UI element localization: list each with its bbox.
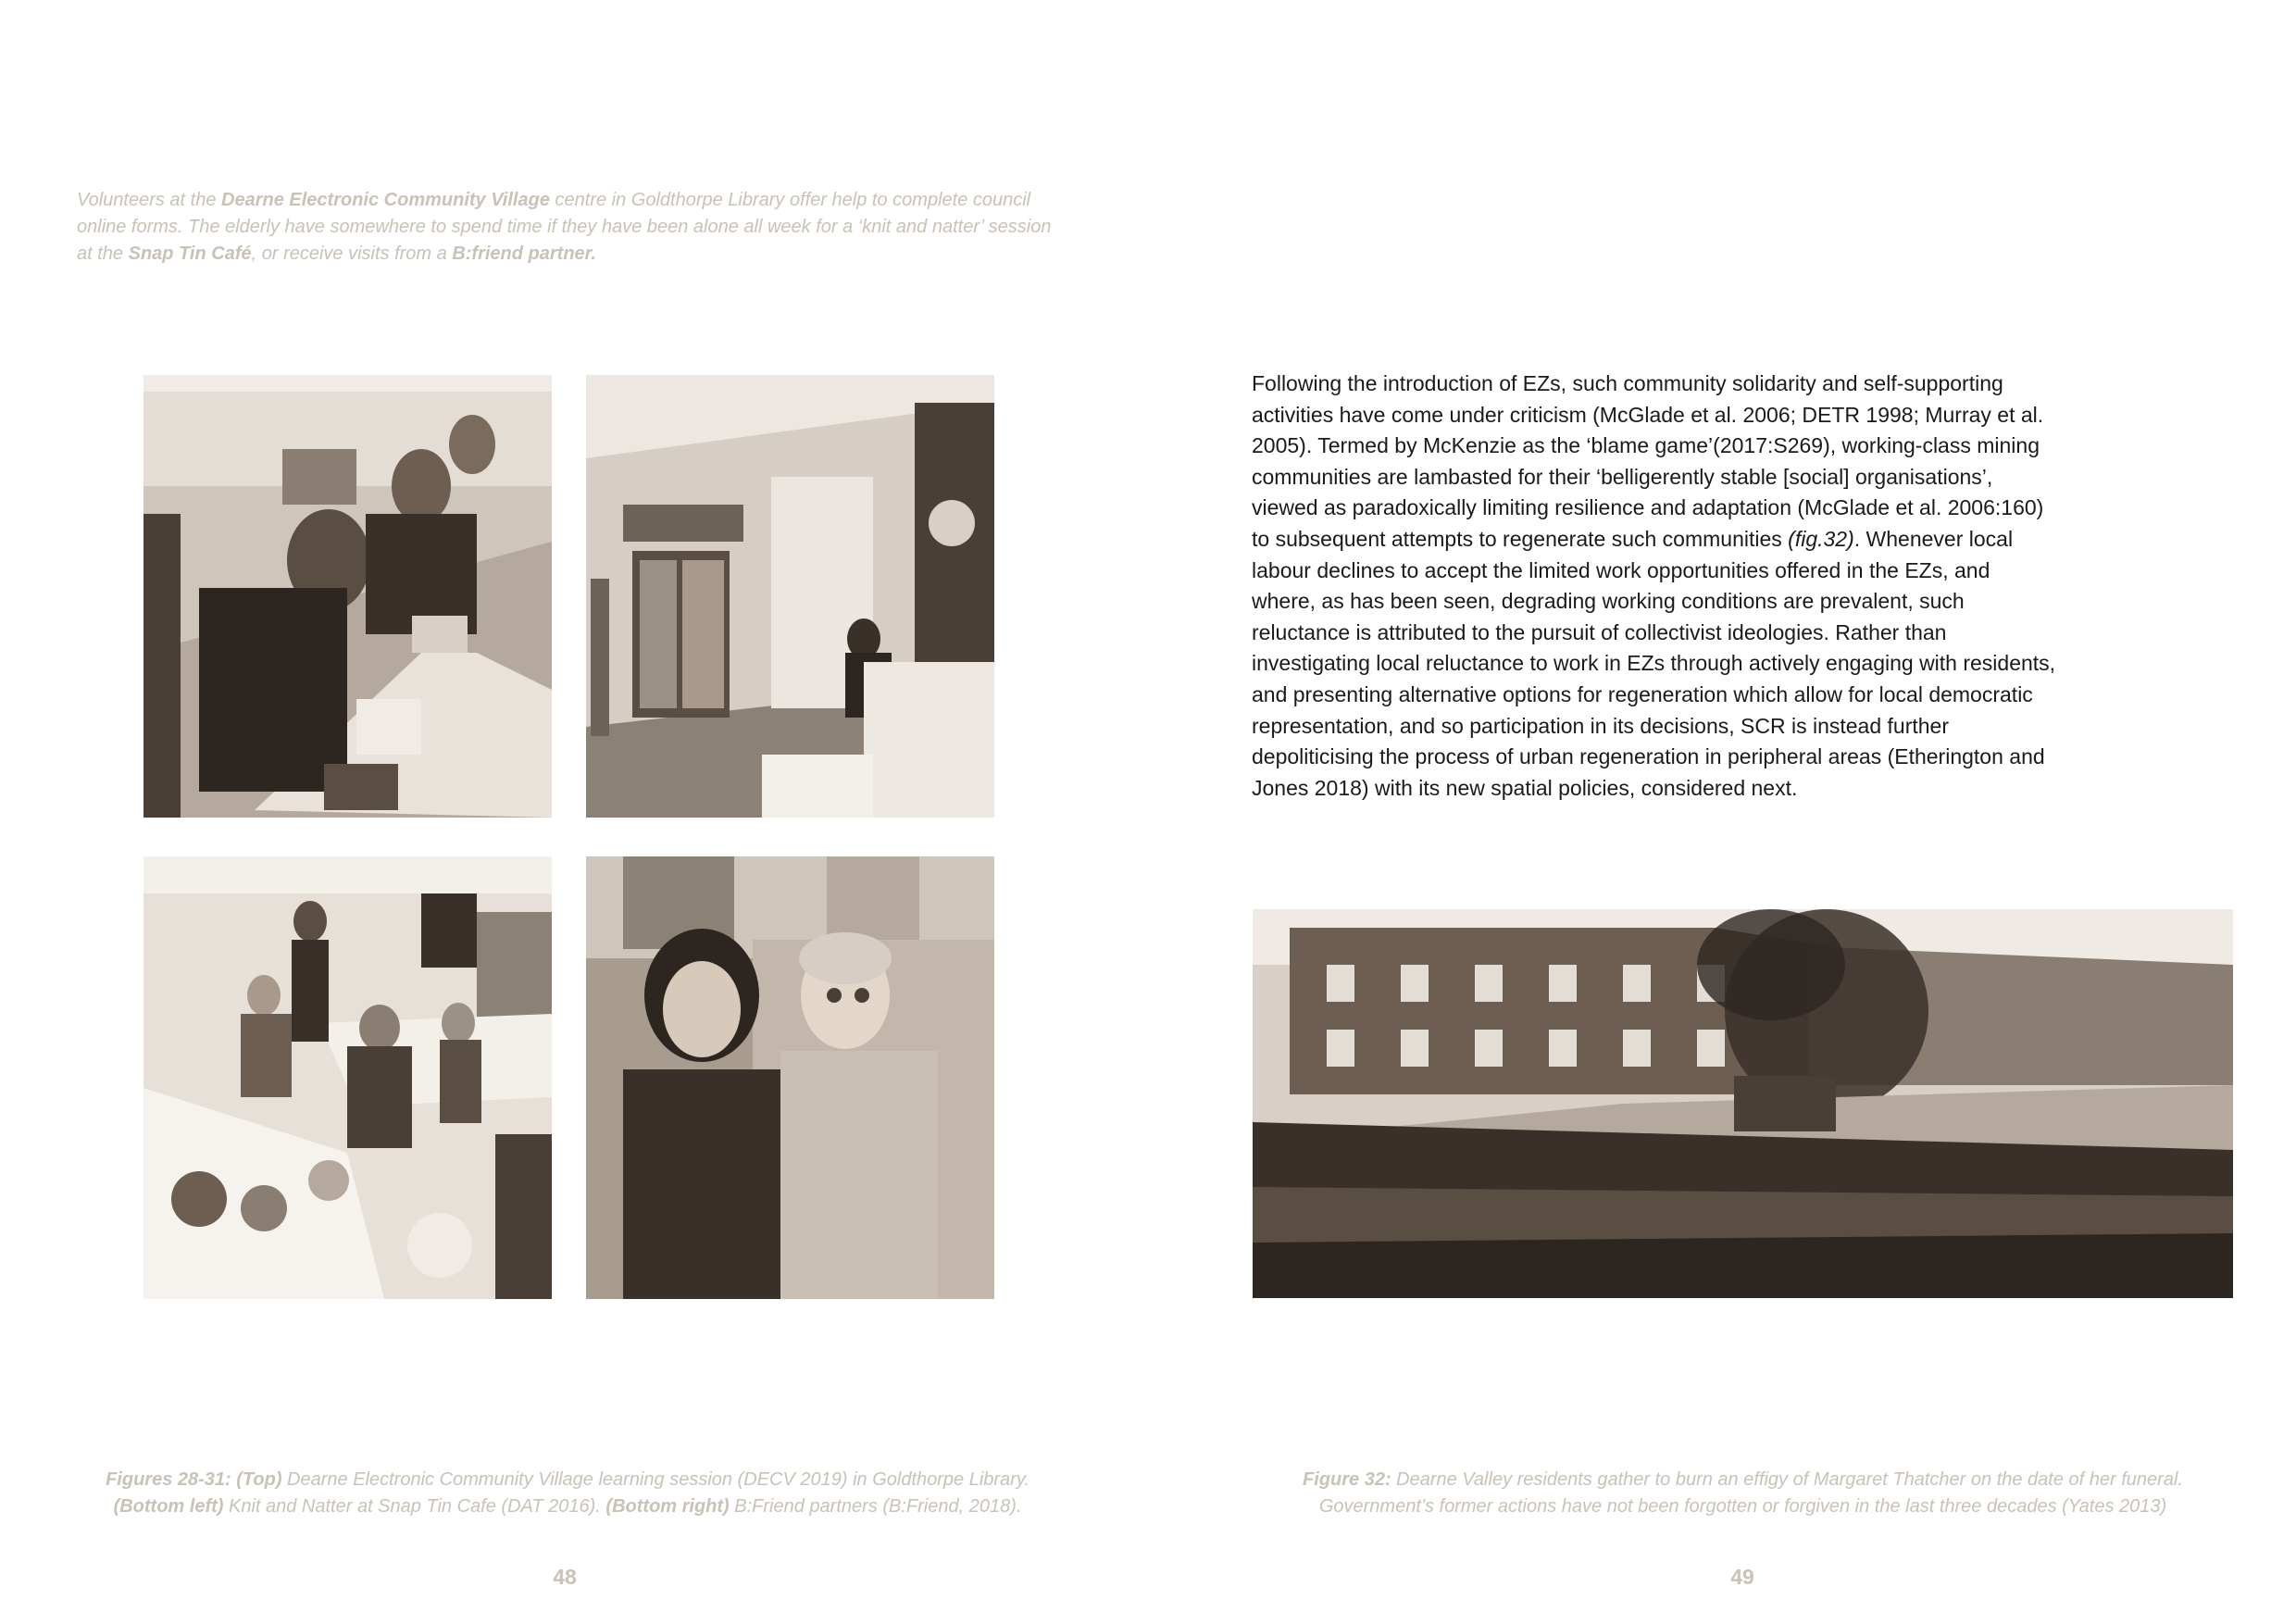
intro-caption-bold: B:friend partner. [452,244,596,264]
body-text: . Whenever local labour declines to accept the limited work opportunities offered in the EZs, and where, as has been seen, degrading working conditions are prevalent, such reluctance is attributed to the pursuit of collectivist ideologies. Rather than investigating local reluctance to work in EZs through actively engaging with residents, and presenting alternative options for regeneration which allow for local democratic representation, and so participation in its decisions, SCR is instead further depoliticising the process of urban regeneration in peripheral areas (Etherington and Jones 2018) with its new spatial policies, considered next. [1252,526,2056,800]
caption-label: Figures 28-31: (Top) [106,1469,282,1490]
photo-effigy-crowd [1253,909,2233,1298]
caption-text: Knit and Natter at Snap Tin Cafe (DAT 2016). [223,1496,606,1517]
body-text: Following the introduction of EZs, such community solidarity and self-supporting activities have come under criticism (McGlade et al. 2006; DETR 1998; Murray et al. 2005). Termed by McKenzie as the ‘blame game’(2017:S269), working-class mining communities are lambasted for their ‘belligerently stable [social] organisations’, viewed as paradoxically limiting resilience and adaptation (McGlade et al. 2006:160) to subsequent attempts to regenerate such communities [1252,371,2044,551]
page-number-right: 49 [1730,1565,1754,1589]
caption-label: (Bottom left) [113,1496,224,1517]
caption-label: (Bottom right) [605,1496,730,1517]
photo-learning-session [144,375,552,818]
caption-text: Government’s former actions have not been forgotten or forgiven in the last three decades (Yates 2013) [1318,1496,2167,1517]
intro-caption [77,187,1058,268]
photo-knit-and-natter [144,856,552,1299]
figures-28-31-caption [77,1467,1058,1520]
intro-caption-text: , or receive visits from a [251,244,453,264]
figure-reference: (fig.32) [1788,526,1854,551]
photo-goldthorpe-library [586,375,994,818]
caption-text: Dearne Electronic Community Village learning session (DECV 2019) in Goldthorpe Library. [281,1469,1029,1490]
page-number-left: 48 [553,1565,577,1589]
figure-32-caption [1253,1467,2233,1520]
photo-bfriend-partners [586,856,994,1299]
intro-caption-text: Volunteers at the [77,190,222,210]
intro-caption-text: centre in Goldthorpe Library offer help to complete council online forms. The elderly have somewhere to spend time if they have been alone all week for a ‘knit and natter’ session at the [77,190,1052,264]
intro-caption-bold: Dearne Electronic Community Village [221,190,550,210]
intro-caption-bold: Snap Tin Café [128,244,252,264]
caption-text: Dearne Valley residents gather to burn an effigy of Margaret Thatcher on the date of her funeral. [1391,1469,2183,1490]
caption-text: B:Friend partners (B:Friend, 2018). [729,1496,1022,1517]
body-paragraph [1252,369,2057,804]
caption-label: Figure 32: [1303,1469,1391,1490]
